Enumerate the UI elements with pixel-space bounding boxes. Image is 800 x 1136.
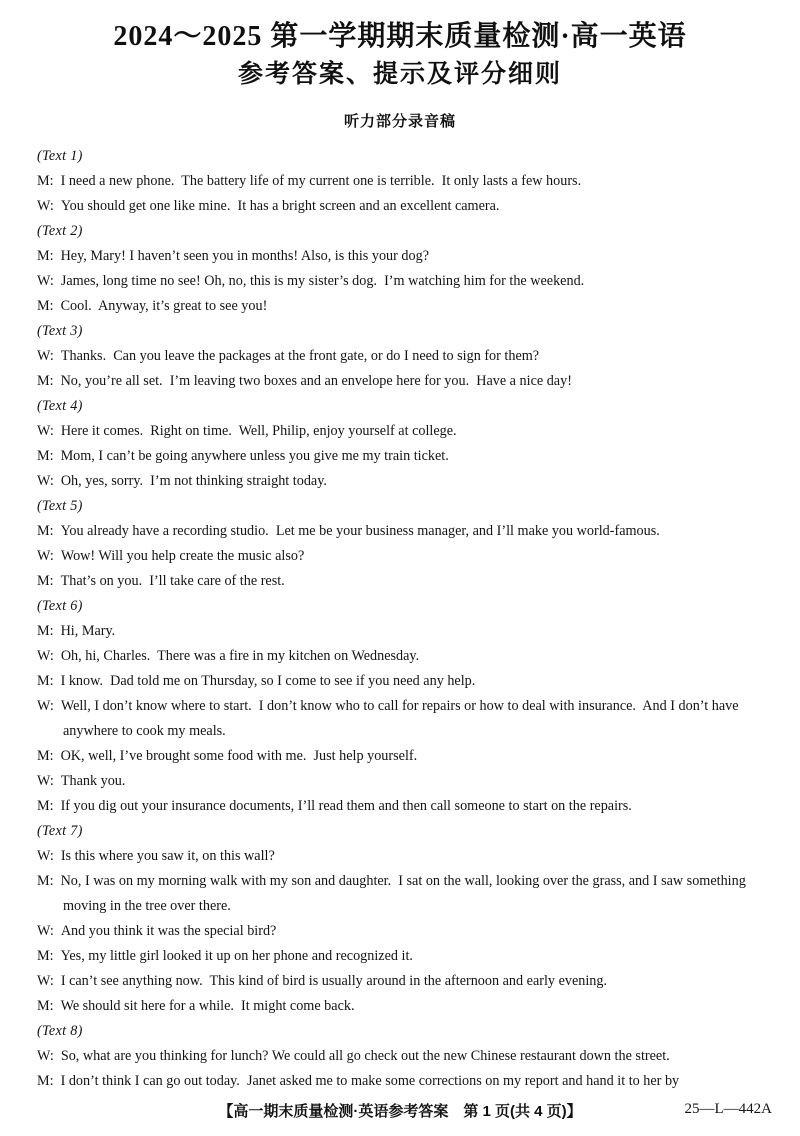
dialogue-text: I can’t see anything now. This kind of bird is usually around in the afternoon and early evening. (60, 973, 608, 989)
text-label: (Text 1) (37, 148, 83, 164)
dialogue-text: You already have a recording studio. Let me be your business manager, and I’ll make you world-famous. (60, 523, 660, 539)
dialogue-text: I need a new phone. The battery life of my current one is terrible. It only lasts a few hours. (60, 173, 582, 189)
speaker-label: M: (37, 623, 54, 639)
dialogue-line (37, 644, 770, 669)
page-footer (0, 1100, 800, 1124)
dialogue-text: So, what are you thinking for lunch? We could all go check out the new Chinese restaurant down the street. (60, 1048, 670, 1064)
speaker-label: W: (37, 473, 54, 489)
speaker-label: W: (37, 1048, 54, 1064)
speaker-label: W: (37, 348, 54, 364)
speaker-label: M: (37, 573, 54, 589)
dialogue-line (37, 569, 770, 594)
dialogue-line (37, 444, 770, 469)
speaker-label: M: (37, 523, 54, 539)
dialogue-text: I know. Dad told me on Thursday, so I come to see if you need any help. (60, 673, 476, 689)
dialogue-line (37, 294, 770, 319)
speaker-label: M: (37, 873, 54, 889)
dialogue-line (37, 944, 770, 969)
dialogue-line (37, 519, 770, 544)
speaker-label: M: (37, 1073, 54, 1089)
dialogue-text: I don’t think I can go out today. Janet asked me to make some corrections on my report and hand it to her by (60, 1073, 680, 1089)
speaker-label: W: (37, 648, 54, 664)
speaker-label: W: (37, 198, 54, 214)
dialogue-text: Hey, Mary! I haven’t seen you in months! Also, is this your dog? (60, 248, 429, 264)
speaker-label: W: (37, 773, 54, 789)
dialogue-text: Mom, I can’t be going anywhere unless you give me my train ticket. (60, 448, 449, 464)
document-subtitle: 参考答案、提示及评分细则 (237, 60, 562, 88)
dialogue-text: Cool. Anyway, it’s great to see you! (60, 298, 268, 314)
dialogue-line (37, 369, 770, 394)
dialogue-text: James, long time no see! Oh, no, this is my sister’s dog. I’m watching him for the weekend. (60, 273, 585, 289)
speaker-label: W: (37, 923, 54, 939)
dialogue-text: That’s on you. I’ll take care of the rest. (60, 573, 285, 589)
speaker-label: W: (37, 548, 54, 564)
text-label: (Text 8) (37, 1023, 83, 1039)
speaker-label: M: (37, 448, 54, 464)
dialogue-text: OK, well, I’ve brought some food with me. Just help yourself. (60, 748, 418, 764)
text-label: (Text 7) (37, 823, 83, 839)
dialogue-line (37, 994, 770, 1019)
dialogue-text: Oh, yes, sorry. I’m not thinking straight today. (60, 473, 327, 489)
speaker-label: M: (37, 298, 54, 314)
dialogue-line (37, 419, 770, 444)
dialogue-line (37, 619, 770, 644)
footer-caption: 【高一期末质量检测·英语参考答案 第 1 页(共 4 页)】 (218, 1103, 582, 1120)
speaker-label: M: (37, 748, 54, 764)
dialogue-line (37, 244, 770, 269)
speaker-label: W: (37, 273, 54, 289)
speaker-label: M: (37, 998, 54, 1014)
dialogue-line (37, 169, 770, 194)
dialogue-line (37, 544, 770, 569)
dialogue-line (37, 694, 770, 744)
text-label: (Text 4) (37, 398, 83, 414)
dialogue-text: Well, I don’t know where to start. I don’t know who to call for repairs or how to deal with insurance. And I don’t have anywhere to cook my meals. (60, 698, 743, 739)
text-label: (Text 3) (37, 323, 83, 339)
dialogue-line (37, 1044, 770, 1069)
dialogue-text: Oh, hi, Charles. There was a fire in my kitchen on Wednesday. (60, 648, 420, 664)
speaker-label: M: (37, 248, 54, 264)
speaker-label: W: (37, 848, 54, 864)
dialogue-text: We should sit here for a while. It might come back. (60, 998, 355, 1014)
dialogue-line (37, 669, 770, 694)
dialogue-line (37, 919, 770, 944)
dialogue-text: If you dig out your insurance documents, I’ll read them and then call someone to start on the repairs. (60, 798, 632, 814)
dialogue-line (37, 194, 770, 219)
dialogue-text: Hi, Mary. (60, 623, 116, 639)
paper-code: 25—L—442A (684, 1101, 772, 1117)
speaker-label: M: (37, 948, 54, 964)
speaker-label: M: (37, 173, 54, 189)
document-title: 2024～2025 第一学期期末质量检测·高一英语 (113, 21, 687, 52)
dialogue-text: You should get one like mine. It has a bright screen and an excellent camera. (60, 198, 500, 214)
text-label: (Text 5) (37, 498, 83, 514)
dialogue-text: Thank you. (60, 773, 126, 789)
dialogue-line (37, 1069, 770, 1094)
speaker-label: W: (37, 423, 54, 439)
dialogue-text: Wow! Will you help create the music also? (60, 548, 305, 564)
dialogue-text: Here it comes. Right on time. Well, Philip, enjoy yourself at college. (60, 423, 457, 439)
dialogue-line (37, 269, 770, 294)
dialogue-line (37, 744, 770, 769)
speaker-label: M: (37, 673, 54, 689)
speaker-label: M: (37, 373, 54, 389)
text-label: (Text 6) (37, 598, 83, 614)
speaker-label: M: (37, 798, 54, 814)
section-heading-listening-transcript: 听力部分录音稿 (343, 113, 456, 130)
dialogue-text: No, I was on my morning walk with my son and daughter. I sat on the wall, looking over the grass, and I saw something moving in the tree over there. (60, 873, 750, 914)
dialogue-text: Is this where you saw it, on this wall? (60, 848, 275, 864)
dialogue-text: No, you’re all set. I’m leaving two boxes and an envelope here for you. Have a nice day! (60, 373, 572, 389)
transcript (37, 144, 770, 1094)
speaker-label: W: (37, 973, 54, 989)
dialogue-text: And you think it was the special bird? (60, 923, 277, 939)
dialogue-line (37, 769, 770, 794)
speaker-label: W: (37, 698, 54, 714)
dialogue-text: Yes, my little girl looked it up on her phone and recognized it. (60, 948, 413, 964)
dialogue-line (37, 969, 770, 994)
dialogue-line (37, 469, 770, 494)
dialogue-line (37, 844, 770, 869)
dialogue-text: Thanks. Can you leave the packages at the front gate, or do I need to sign for them? (60, 348, 540, 364)
dialogue-line (37, 794, 770, 819)
text-label: (Text 2) (37, 223, 83, 239)
dialogue-line (37, 344, 770, 369)
dialogue-line (37, 869, 770, 919)
